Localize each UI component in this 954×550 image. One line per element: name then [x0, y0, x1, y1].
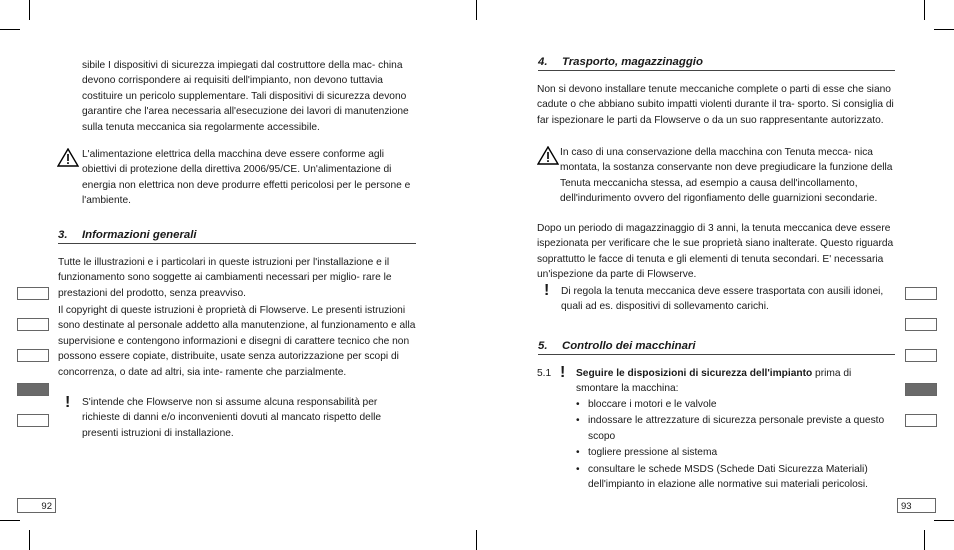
crop-mark: [934, 29, 954, 30]
exclamation-icon: !: [544, 282, 550, 299]
page-number-text: 92: [41, 501, 52, 512]
thumb-tab: [905, 318, 937, 331]
section-number: 3.: [58, 229, 68, 241]
thumb-tab: [17, 318, 49, 331]
list-item: • bloccare i motori e le valvole: [576, 397, 896, 412]
crop-mark: [476, 0, 477, 20]
exclamation-icon: !: [65, 394, 71, 411]
changes-paragraph: Tutte le illustrazioni e i particolari in queste istruzioni per l'installazione e il funzionamento sono soggette ai cambiamenti necessari per miglio- rare le prestazioni del prodotto, senza preavviso.: [58, 257, 392, 299]
transport-note: Di regola la tenuta meccanica deve essere trasportata con ausili idonei, quali ad es. dispositivi di sollevamento carichi.: [561, 286, 884, 313]
section-number: 4.: [538, 56, 548, 68]
transport-paragraph: Non si devono installare tenute meccaniche complete o parti di esse che siano cadute o che abbiano subito impatti violenti durante il tra- sporto. Si consiglia di far ispezionare le parti da Flowserve o da un suo rappresentante autorizzato.: [537, 84, 894, 126]
thumb-tab: [17, 287, 49, 300]
crop-mark: [476, 530, 477, 550]
thumb-tab-active: [905, 383, 937, 396]
precaution-list: [576, 397, 896, 492]
page-number-text: 93: [901, 501, 912, 512]
crop-mark: [0, 29, 20, 30]
thumb-tab: [17, 349, 49, 362]
liability-note: S'intende che Flowserve non si assume alcuna responsabilità per richieste di danni e/o inconvenienti dovuti al mancato rispetto delle presenti istruzioni di installazione.: [82, 397, 382, 439]
section-title: Trasporto, magazzinaggio: [562, 56, 703, 68]
crop-mark: [934, 520, 954, 521]
thumb-tab: [17, 414, 49, 427]
crop-mark: [924, 530, 925, 550]
crop-mark: [29, 530, 30, 550]
step-rest-text: prima di smontare la macchina:: [576, 368, 852, 395]
warning-preservation-text: In caso di una conservazione della macchina con Tenuta mecca- nica montata, la sostanza conservante non deve pregiudicare la funzione della Tenuta meccanicha stessa, ad esempio a causa dell'incollamento, dell'indurimento ovvero del rigonfiamento delle guarnizioni secondarie.: [560, 147, 893, 205]
crop-mark: [924, 0, 925, 20]
thumb-tab: [905, 414, 937, 427]
section-number: 5.: [538, 340, 548, 352]
crop-mark: [0, 520, 20, 521]
section-title: Informazioni generali: [82, 229, 197, 241]
section-4-heading: [538, 56, 895, 71]
warning-power-text: L'alimentazione elettrica della macchina deve essere conforme agli obiettivi di protezione della direttiva 2006/95/CE. Un'alimentazione di energia non elettrica non deve produrre effetti pericolosi per le persone e l'ambiente.: [82, 149, 411, 207]
list-item: • indossare le attrezzature di sicurezza personale previste a questo scopo: [576, 413, 896, 444]
section-title: Controllo dei macchinari: [562, 340, 696, 352]
warning-triangle-icon: [537, 146, 559, 165]
copyright-paragraph: Il copyright di queste istruzioni è proprietà di Flowserve. Le presenti istruzioni sono destinate al personale addetto alla manutenzione, al funzionamento e alla supervisione e contengono informazioni e disegni di carattere tecnico che non possono essere copiate, distribuite, usate senza autorizzazione per scopi di concorrenza, o date ad altri, sia inte- ramente che parzialmente.: [58, 305, 416, 378]
list-item: • togliere pressione al sistema: [576, 445, 896, 460]
step-number: 5.1: [537, 368, 552, 379]
thumb-tab: [905, 287, 937, 300]
list-item: • consultare le schede MSDS (Schede Dati Sicurezza Materiali) dell'impianto in elazione alle normative sui materiali pericolosi.: [576, 462, 896, 493]
storage-paragraph: Dopo un periodo di magazzinaggio di 3 anni, la tenuta meccanica deve essere ispezionata per verificare che le sue proprietà siano inalterate. Questo riguarda soprattutto le facce di tenuta e gli elementi di tenuta secondari. E' necessaria un'ispezione da parte di Flowserve.: [537, 223, 894, 281]
page-number: [897, 498, 936, 513]
intro-paragraph: sibile I dispositivi di sicurezza impiegati dal costruttore della mac- china devono corrispondere ai requisiti dell'impianto, non devono tuttavia costituire un pericolo supplementare. Tali dispositivi di sicurezza devono garantire che l'area necessaria all'esecuzione dei lavori di manutenzione sulla tenuta meccanica sia regolarmente accessibile.: [82, 60, 409, 133]
step-bold-text: Seguire le disposizioni di sicurezza dell'impianto: [576, 368, 813, 379]
page-number: [17, 498, 56, 513]
warning-triangle-icon: [57, 148, 79, 167]
crop-mark: [29, 0, 30, 20]
thumb-tab-active: [17, 383, 49, 396]
exclamation-icon: !: [560, 364, 566, 381]
section-3-heading: [58, 229, 416, 244]
step-text: [576, 366, 894, 397]
section-5-heading: [538, 340, 895, 355]
thumb-tab: [905, 349, 937, 362]
